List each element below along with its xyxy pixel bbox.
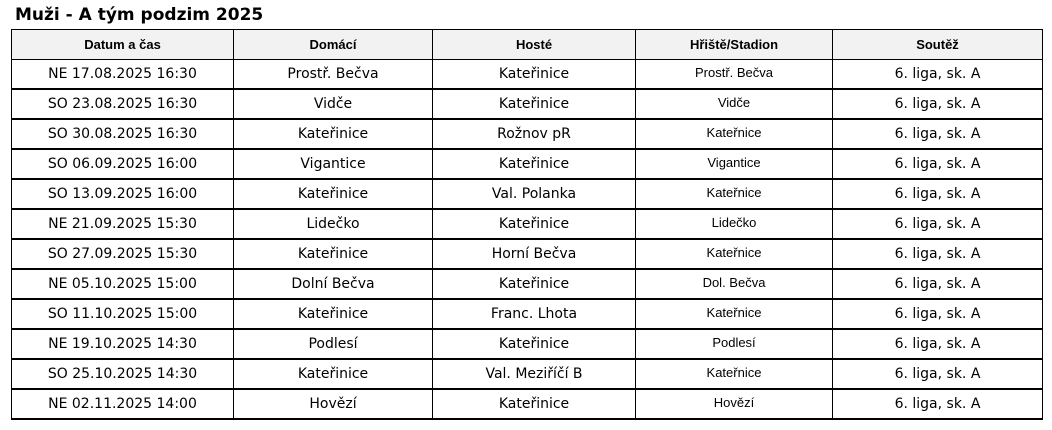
away-team-cell: Kateřinice <box>433 89 636 119</box>
table-row <box>12 60 1043 90</box>
home-team-cell: Prostř. Bečva <box>234 60 433 90</box>
table-row <box>12 329 1043 359</box>
table-row <box>12 269 1043 299</box>
match-date-cell: SO 27.09.2025 15:30 <box>12 239 234 269</box>
competition-cell: 6. liga, sk. A <box>833 119 1043 149</box>
competition-cell: 6. liga, sk. A <box>833 209 1043 239</box>
venue-cell: Hovězí <box>636 389 833 419</box>
venue-cell: Vidče <box>636 89 833 119</box>
away-team-cell: Kateřinice <box>433 389 636 419</box>
column-header-date: Datum a čas <box>12 30 234 60</box>
away-team-cell: Kateřinice <box>433 329 636 359</box>
match-date-cell: NE 05.10.2025 15:00 <box>12 269 234 299</box>
home-team-cell: Dolní Bečva <box>234 269 433 299</box>
competition-cell: 6. liga, sk. A <box>833 269 1043 299</box>
home-team-cell: Kateřinice <box>234 239 433 269</box>
table-header <box>12 30 1043 60</box>
column-header-venue: Hřiště/Stadion <box>636 30 833 60</box>
home-team-cell: Kateřinice <box>234 179 433 209</box>
home-team-cell: Podlesí <box>234 329 433 359</box>
venue-cell: Kateřnice <box>636 119 833 149</box>
competition-cell: 6. liga, sk. A <box>833 149 1043 179</box>
match-date-cell: SO 25.10.2025 14:30 <box>12 359 234 389</box>
competition-cell: 6. liga, sk. A <box>833 329 1043 359</box>
competition-cell: 6. liga, sk. A <box>833 389 1043 419</box>
competition-cell: 6. liga, sk. A <box>833 60 1043 90</box>
match-date-cell: NE 19.10.2025 14:30 <box>12 329 234 359</box>
match-date-cell: SO 13.09.2025 16:00 <box>12 179 234 209</box>
column-header-home: Domácí <box>234 30 433 60</box>
venue-cell: Podlesí <box>636 329 833 359</box>
home-team-cell: Kateřinice <box>234 119 433 149</box>
table-row <box>12 299 1043 329</box>
home-team-cell: Kateřinice <box>234 359 433 389</box>
table-row <box>12 89 1043 119</box>
competition-cell: 6. liga, sk. A <box>833 359 1043 389</box>
match-date-cell: SO 30.08.2025 16:30 <box>12 119 234 149</box>
match-date-cell: SO 06.09.2025 16:00 <box>12 149 234 179</box>
match-date-cell: NE 17.08.2025 16:30 <box>12 60 234 90</box>
venue-cell: Kateřnice <box>636 179 833 209</box>
away-team-cell: Rožnov pR <box>433 119 636 149</box>
home-team-cell: Hovězí <box>234 389 433 419</box>
table-row <box>12 209 1043 239</box>
venue-cell: Kateřnice <box>636 239 833 269</box>
home-team-cell: Kateřinice <box>234 299 433 329</box>
table-row <box>12 239 1043 269</box>
venue-cell: Lidečko <box>636 209 833 239</box>
venue-cell: Dol. Bečva <box>636 269 833 299</box>
column-header-competition: Soutěž <box>833 30 1043 60</box>
venue-cell: Kateřnice <box>636 299 833 329</box>
table-row <box>12 179 1043 209</box>
column-header-away: Hosté <box>433 30 636 60</box>
competition-cell: 6. liga, sk. A <box>833 299 1043 329</box>
away-team-cell: Kateřinice <box>433 60 636 90</box>
table-body <box>12 60 1043 420</box>
page-title: Muži - A tým podzim 2025 <box>15 5 264 25</box>
home-team-cell: Lidečko <box>234 209 433 239</box>
competition-cell: 6. liga, sk. A <box>833 179 1043 209</box>
competition-cell: 6. liga, sk. A <box>833 239 1043 269</box>
match-date-cell: NE 02.11.2025 14:00 <box>12 389 234 419</box>
competition-cell: 6. liga, sk. A <box>833 89 1043 119</box>
venue-cell: Prostř. Bečva <box>636 60 833 90</box>
table-row <box>12 149 1043 179</box>
match-date-cell: SO 23.08.2025 16:30 <box>12 89 234 119</box>
venue-cell: Kateřnice <box>636 359 833 389</box>
away-team-cell: Franc. Lhota <box>433 299 636 329</box>
away-team-cell: Val. Meziříčí B <box>433 359 636 389</box>
table-row <box>12 119 1043 149</box>
table-row <box>12 359 1043 389</box>
match-date-cell: SO 11.10.2025 15:00 <box>12 299 234 329</box>
away-team-cell: Horní Bečva <box>433 239 636 269</box>
away-team-cell: Kateřinice <box>433 269 636 299</box>
venue-cell: Vigantice <box>636 149 833 179</box>
away-team-cell: Kateřinice <box>433 149 636 179</box>
table-row <box>12 389 1043 419</box>
home-team-cell: Vidče <box>234 89 433 119</box>
away-team-cell: Kateřinice <box>433 209 636 239</box>
match-date-cell: NE 21.09.2025 15:30 <box>12 209 234 239</box>
header-row <box>12 30 1043 60</box>
away-team-cell: Val. Polanka <box>433 179 636 209</box>
home-team-cell: Vigantice <box>234 149 433 179</box>
match-schedule-table <box>11 29 1043 420</box>
